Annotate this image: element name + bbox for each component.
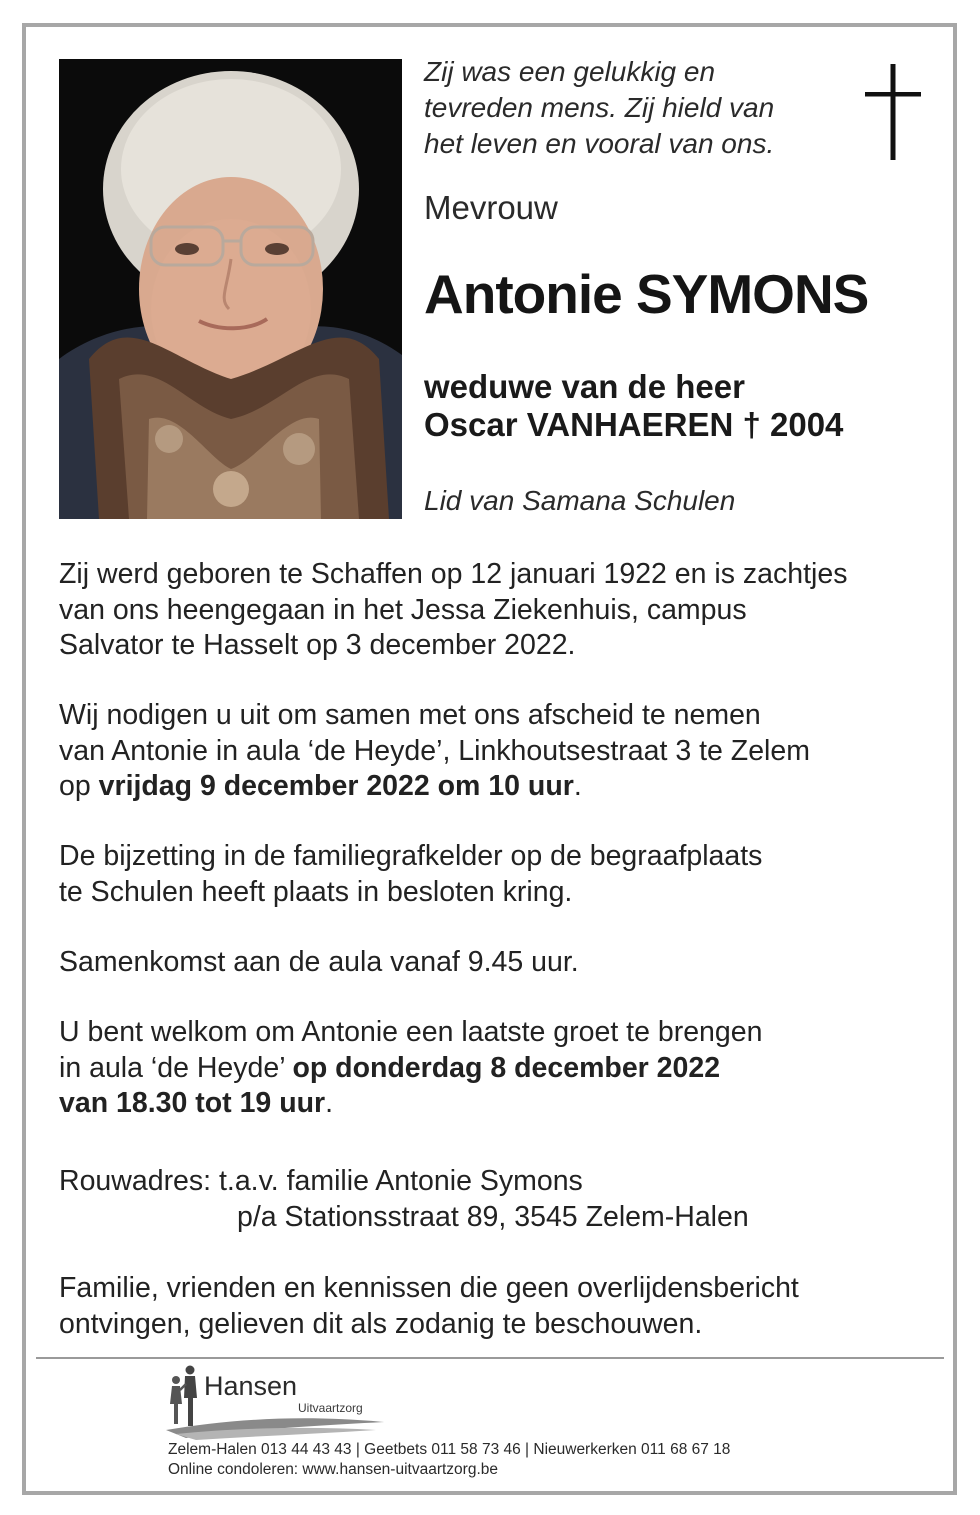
text-segment: .	[325, 1087, 334, 1119]
deceased-name: Antonie SYMONS	[424, 263, 869, 325]
brand-name: Hansen	[204, 1371, 298, 1401]
portrait-photo	[59, 59, 402, 519]
quote-line: het leven en vooral van ons.	[424, 128, 775, 159]
text-line: De bijzetting in de familiegrafkelder op de begraafplaats	[59, 840, 763, 872]
text-segment: .	[573, 770, 582, 802]
footer-divider	[36, 1357, 944, 1359]
ceremony-date: vrijdag 9 december 2022 om 10 uur	[98, 770, 574, 802]
visitation-date: op donderdag 8 december 2022	[292, 1051, 721, 1084]
text-segment: op	[59, 770, 99, 802]
text-line: van Antonie in aula ‘de Heyde’, Linkhoutsestraat 3 te Zelem	[59, 734, 810, 767]
membership: Lid van Samana Schulen	[424, 485, 736, 516]
address-label: Rouwadres:	[59, 1165, 212, 1197]
text-line: U bent welkom om Antonie een laatste groet te brengen	[59, 1016, 763, 1048]
widow-of	[424, 368, 843, 444]
honorific-title: Mevrouw	[424, 189, 558, 226]
contact-numbers: Zelem-Halen 013 44 43 43 | Geetbets 011 58 73 46 | Nieuwerkerken 011 68 67 18	[168, 1441, 731, 1458]
quote	[424, 54, 844, 162]
text-line: Samenkomst aan de aula vanaf 9.45 uur.	[59, 946, 579, 978]
visitation-time: van 18.30 tot 19 uur	[59, 1087, 326, 1119]
address-line: t.a.v. familie Antonie Symons	[219, 1165, 583, 1197]
text-line: te Schulen heeft plaats in besloten kring.	[59, 875, 573, 908]
text-line: Zij werd geboren te Schaffen op 12 januari 1922 en is zachtjes	[59, 558, 848, 590]
text-line: van ons heengegaan in het Jessa Ziekenhuis, campus	[59, 593, 747, 626]
birth-paragraph	[59, 557, 939, 664]
cross-icon	[865, 64, 921, 160]
text-line	[59, 769, 939, 805]
closing-paragraph	[59, 1271, 939, 1342]
online-condolence[interactable]: Online condoleren: www.hansen-uitvaartzorg.be	[168, 1461, 498, 1478]
invite-paragraph	[59, 698, 939, 805]
quote-line: tevreden mens. Zij hield van	[424, 92, 775, 123]
text-line: Salvator te Hasselt op 3 december 2022.	[59, 629, 576, 661]
greeting-paragraph	[59, 1015, 939, 1122]
text-line: Wij nodigen u uit om samen met ons afscheid te nemen	[59, 699, 761, 731]
address-paragraph	[59, 1164, 939, 1235]
brand-subtitle: Uitvaartzorg	[298, 1401, 363, 1415]
text-line	[59, 1164, 939, 1200]
text-line	[59, 1086, 939, 1122]
text-line	[59, 1051, 939, 1087]
burial-paragraph	[59, 839, 939, 910]
gathering-paragraph	[59, 945, 939, 981]
quote-line: Zij was een gelukkig en	[424, 56, 716, 87]
address-line: p/a Stationsstraat 89, 3545 Zelem-Halen	[237, 1200, 749, 1233]
text-line: Familie, vrienden en kennissen die geen overlijdensbericht	[59, 1272, 799, 1304]
text-segment: in aula ‘de Heyde’	[59, 1051, 293, 1084]
widow-line: weduwe van de heer	[424, 368, 745, 405]
text-line: ontvingen, gelieven dit als zodanig te beschouwen.	[59, 1307, 703, 1340]
widow-line: Oscar VANHAEREN † 2004	[424, 406, 844, 443]
